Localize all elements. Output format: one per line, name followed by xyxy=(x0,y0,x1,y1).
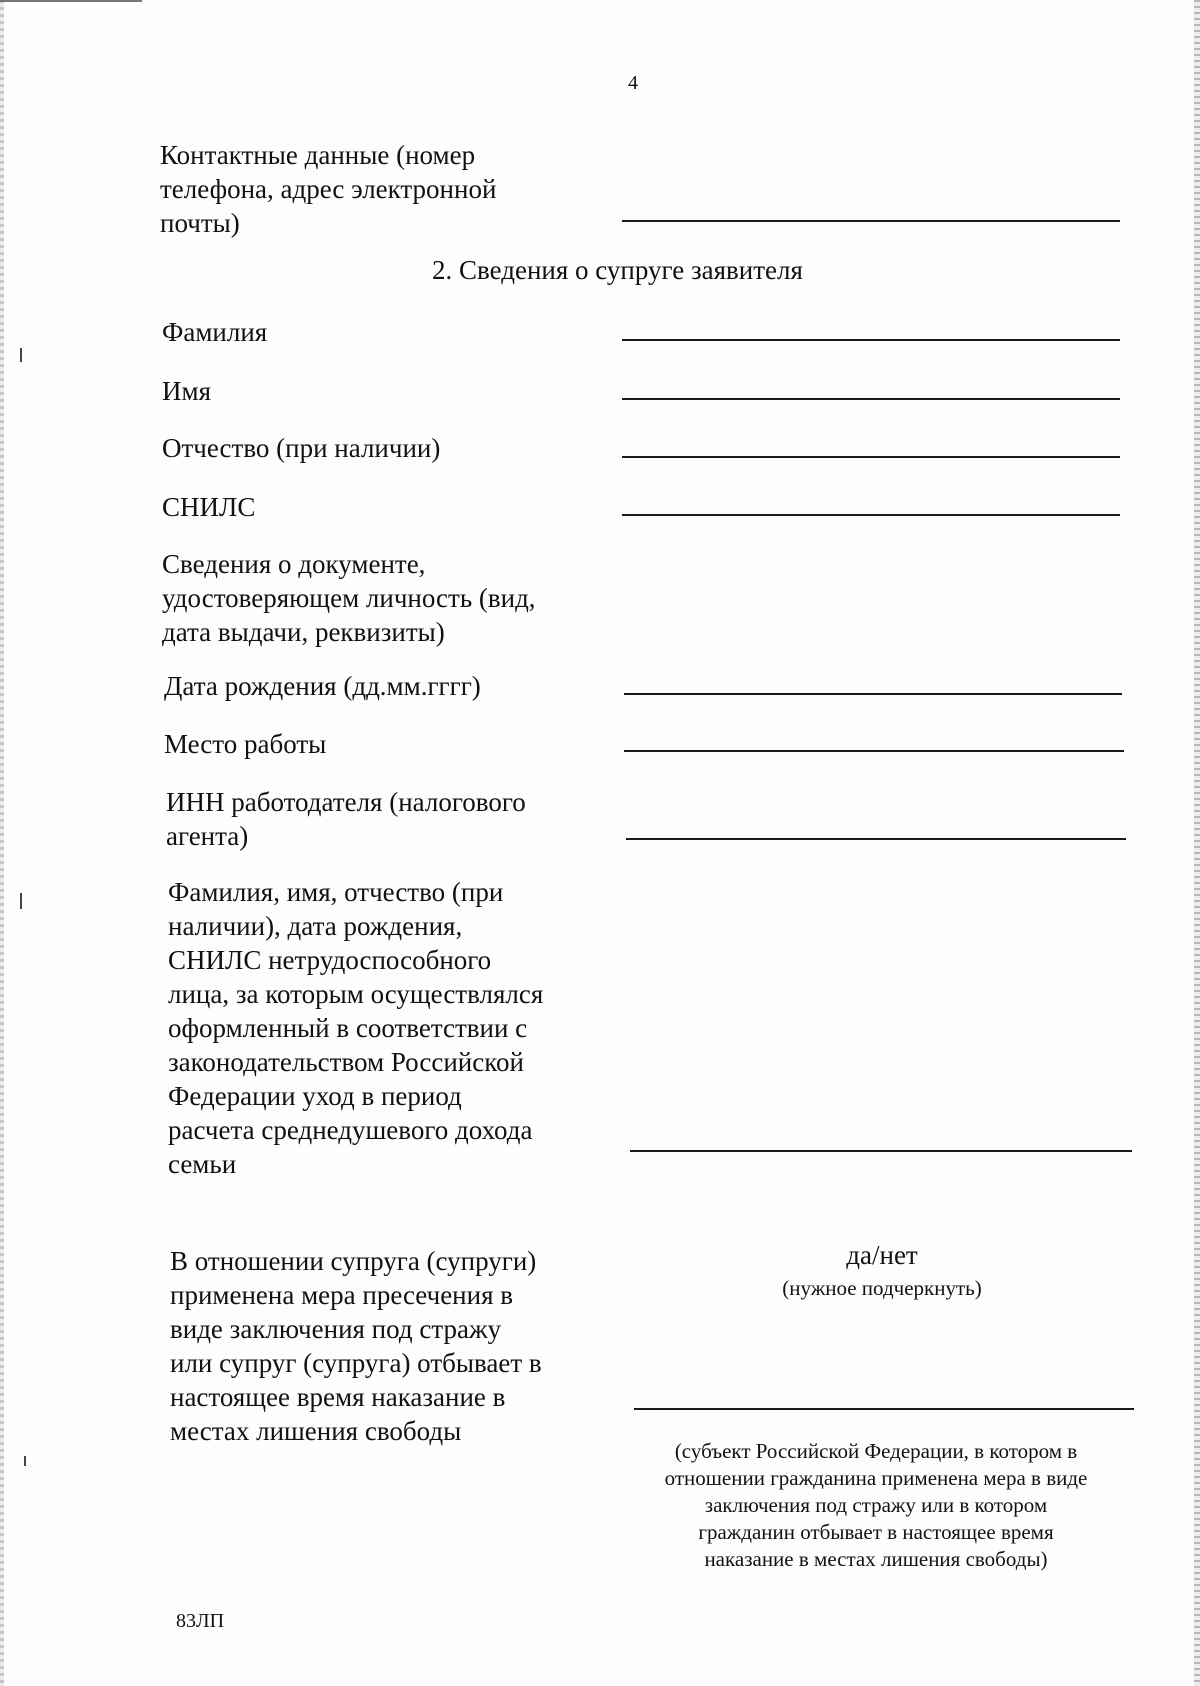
name-label: Имя xyxy=(162,376,212,406)
name-field[interactable] xyxy=(622,398,1120,400)
region-caption: (субъект Российской Федерации, в котором в отношении гражданина применена мера в виде заключения под стражу или в котором гражданин отбывает в настоящее время наказание в местах лишения свободы) xyxy=(664,1439,1088,1571)
patronymic-label: Отчество (при наличии) xyxy=(162,433,441,463)
page-number: 4 xyxy=(628,72,638,94)
scan-edge-right xyxy=(1194,0,1200,1686)
section-heading: 2. Сведения о супруге заявителя xyxy=(432,255,803,285)
contacts-label: Контактные данные (номер телефона, адрес электронной почты) xyxy=(160,140,497,238)
snils-label: СНИЛС xyxy=(162,492,256,522)
id-document-label: Сведения о документе, удостоверяющем личность (вид, дата выдачи, реквизиты) xyxy=(162,549,536,647)
contacts-field[interactable] xyxy=(622,220,1120,222)
footer-code: 83ЛП xyxy=(176,1610,225,1632)
employer-inn-label: ИНН работодателя (налогового агента) xyxy=(166,787,526,851)
surname-label: Фамилия xyxy=(162,317,268,347)
birth-date-label: Дата рождения (дд.мм.гггг) xyxy=(164,671,481,701)
detention-label: В отношении супруга (супруги) применена мера пресечения в виде заключения под стражу или супруг (супруга) отбывает в настоящее время наказание в местах лишения свободы xyxy=(170,1246,542,1446)
patronymic-field[interactable] xyxy=(622,456,1120,458)
scan-speck xyxy=(20,893,22,909)
scan-speck xyxy=(24,1456,26,1466)
surname-field[interactable] xyxy=(622,339,1120,341)
detention-choice-note: (нужное подчеркнуть) xyxy=(782,1276,982,1300)
scan-top-line xyxy=(0,0,142,2)
workplace-label: Место работы xyxy=(164,729,327,759)
birth-date-field[interactable] xyxy=(624,693,1122,695)
disabled-care-label: Фамилия, имя, отчество (при наличии), дата рождения, СНИЛС нетрудоспособного лица, за которым осуществлялся оформленный в соответствии с законодательством Российской Федерации уход в период расчета среднедушевого дохода семьи xyxy=(168,877,544,1179)
employer-inn-field[interactable] xyxy=(626,838,1126,840)
region-field[interactable] xyxy=(634,1408,1134,1410)
workplace-field[interactable] xyxy=(624,750,1124,752)
scan-speck xyxy=(20,348,22,362)
scan-edge-left xyxy=(0,0,4,1686)
disabled-care-field[interactable] xyxy=(630,1150,1132,1152)
snils-field[interactable] xyxy=(622,514,1120,516)
detention-choice[interactable]: да/нет xyxy=(846,1240,918,1270)
